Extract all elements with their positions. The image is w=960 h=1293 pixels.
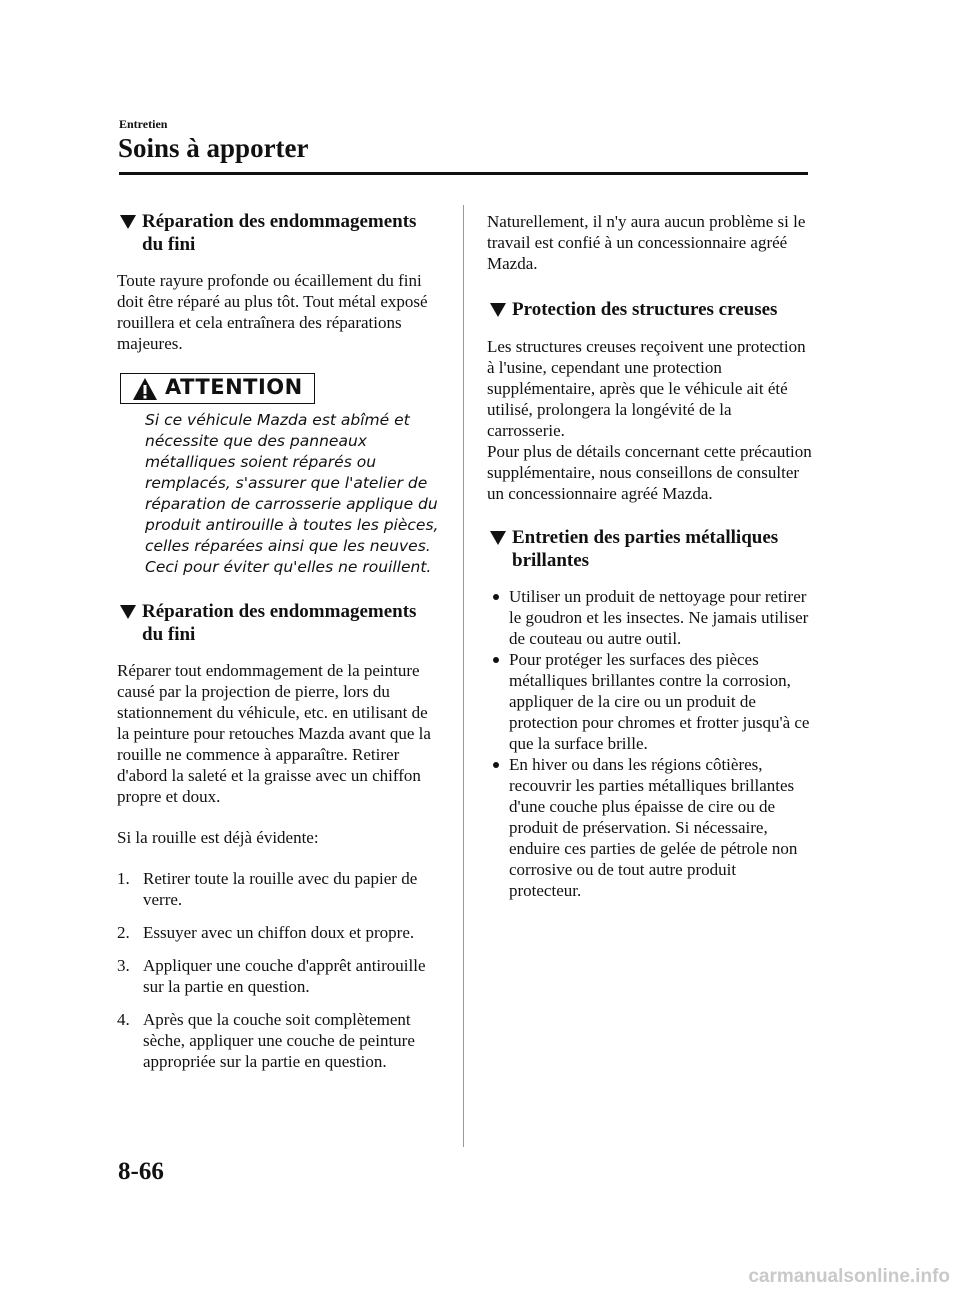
column-divider	[463, 205, 464, 1147]
attention-box	[120, 373, 315, 404]
step-number: 1.	[117, 869, 130, 888]
step-text: Après que la couche soit complètement sèche, appliquer une couche de peinture appropriée sur la partie en question.	[143, 1010, 415, 1071]
title-rule	[119, 172, 808, 175]
list-item	[117, 955, 442, 997]
list-item	[117, 922, 442, 943]
list-item	[117, 1009, 442, 1072]
paragraph-hollow-2: Pour plus de détails concernant cette précaution supplémentaire, nous conseillons de consulter un concessionnaire agréé Mazda.	[487, 442, 812, 503]
rust-intro: Si la rouille est déjà évidente:	[117, 828, 319, 847]
bullet-icon	[493, 762, 499, 768]
heading-text: Réparation des endommagements du fini	[142, 601, 417, 645]
paragraph-finish-repair-1: Toute rayure profonde ou écaillement du fini doit être réparé au plus tôt. Tout métal exposé rouillera et cela entraînera des réparations majeures.	[117, 271, 428, 353]
triangle-bullet-icon	[490, 531, 506, 545]
step-number: 2.	[117, 923, 130, 942]
heading-finish-repair-1	[117, 210, 442, 256]
attention-label: ATTENTION	[165, 375, 303, 399]
triangle-bullet-icon	[490, 303, 506, 317]
warning-icon	[132, 377, 158, 401]
paragraph-hollow-1: Les structures creuses reçoivent une protection à l'usine, cependant une protection supplémentaire, après que le véhicule ait été utilisé, prolongera la longévité de la carrosserie.	[487, 337, 806, 440]
bullet-text: En hiver ou dans les régions côtières, recouvrir les parties métalliques brillantes d'une couche plus épaisse de cire ou de produit de préservation. Si nécessaire, enduire ces parties de gelée de pétrole non corrosive ou de tout autre produit protecteur.	[509, 755, 798, 900]
watermark: carmanualsonline.info	[748, 1266, 950, 1287]
list-item	[117, 868, 442, 910]
heading-hollow-structures	[487, 298, 812, 321]
left-column	[117, 210, 442, 1084]
paragraph-finish-repair-2: Réparer tout endommagement de la peinture causé par la projection de pierre, lors du stationnement du véhicule, etc. en utilisant de la peinture pour retouches Mazda avant que la rouille ne commence à apparaître. Retirer d'abord la saleté et la graisse avec un chiffon propre et doux.	[117, 661, 431, 806]
step-number: 4.	[117, 1010, 130, 1029]
attention-block	[117, 373, 442, 578]
triangle-bullet-icon	[120, 215, 136, 229]
heading-bright-metal	[487, 526, 812, 572]
page-title: Soins à apporter	[118, 133, 309, 163]
heading-text: Entretien des parties métalliques brillantes	[512, 527, 779, 571]
list-item	[487, 754, 812, 901]
triangle-bullet-icon	[120, 605, 136, 619]
page-number: 8-66	[118, 1158, 164, 1185]
list-item	[487, 649, 812, 754]
list-item	[487, 586, 812, 649]
step-text: Appliquer une couche d'apprêt antirouille sur la partie en question.	[143, 956, 426, 996]
paragraph-continuation: Naturellement, il n'y aura aucun problème si le travail est confié à un concessionnaire agréé Mazda.	[487, 212, 806, 273]
step-text: Retirer toute la rouille avec du papier de verre.	[143, 869, 418, 909]
heading-text: Réparation des endommagements du fini	[142, 211, 417, 255]
section-label: Entretien	[119, 117, 168, 131]
right-column	[487, 211, 812, 901]
step-number: 3.	[117, 956, 130, 975]
rust-steps-list	[117, 868, 442, 1072]
attention-text: Si ce véhicule Mazda est abîmé et nécessite que des panneaux métalliques soient réparés ou remplacés, s'assurer que l'atelier de réparation de carrosserie applique du produit antirouille à toutes les pièces, celles réparées ainsi que les neuves. Ceci pour éviter qu'elles ne rouillent.	[145, 411, 439, 576]
step-text: Essuyer avec un chiffon doux et propre.	[143, 923, 415, 942]
bullet-icon	[493, 657, 499, 663]
bullet-text: Pour protéger les surfaces des pièces métalliques brillantes contre la corrosion, appliquer de la cire ou un produit de protection pour chromes et frotter jusqu'à ce que la surface brille.	[509, 650, 810, 753]
heading-finish-repair-2	[117, 600, 442, 646]
bullet-icon	[493, 594, 499, 600]
bullet-text: Utiliser un produit de nettoyage pour retirer le goudron et les insectes. Ne jamais utiliser de couteau ou autre outil.	[509, 587, 809, 648]
heading-text: Protection des structures creuses	[512, 299, 778, 320]
bright-metal-list	[487, 586, 812, 901]
